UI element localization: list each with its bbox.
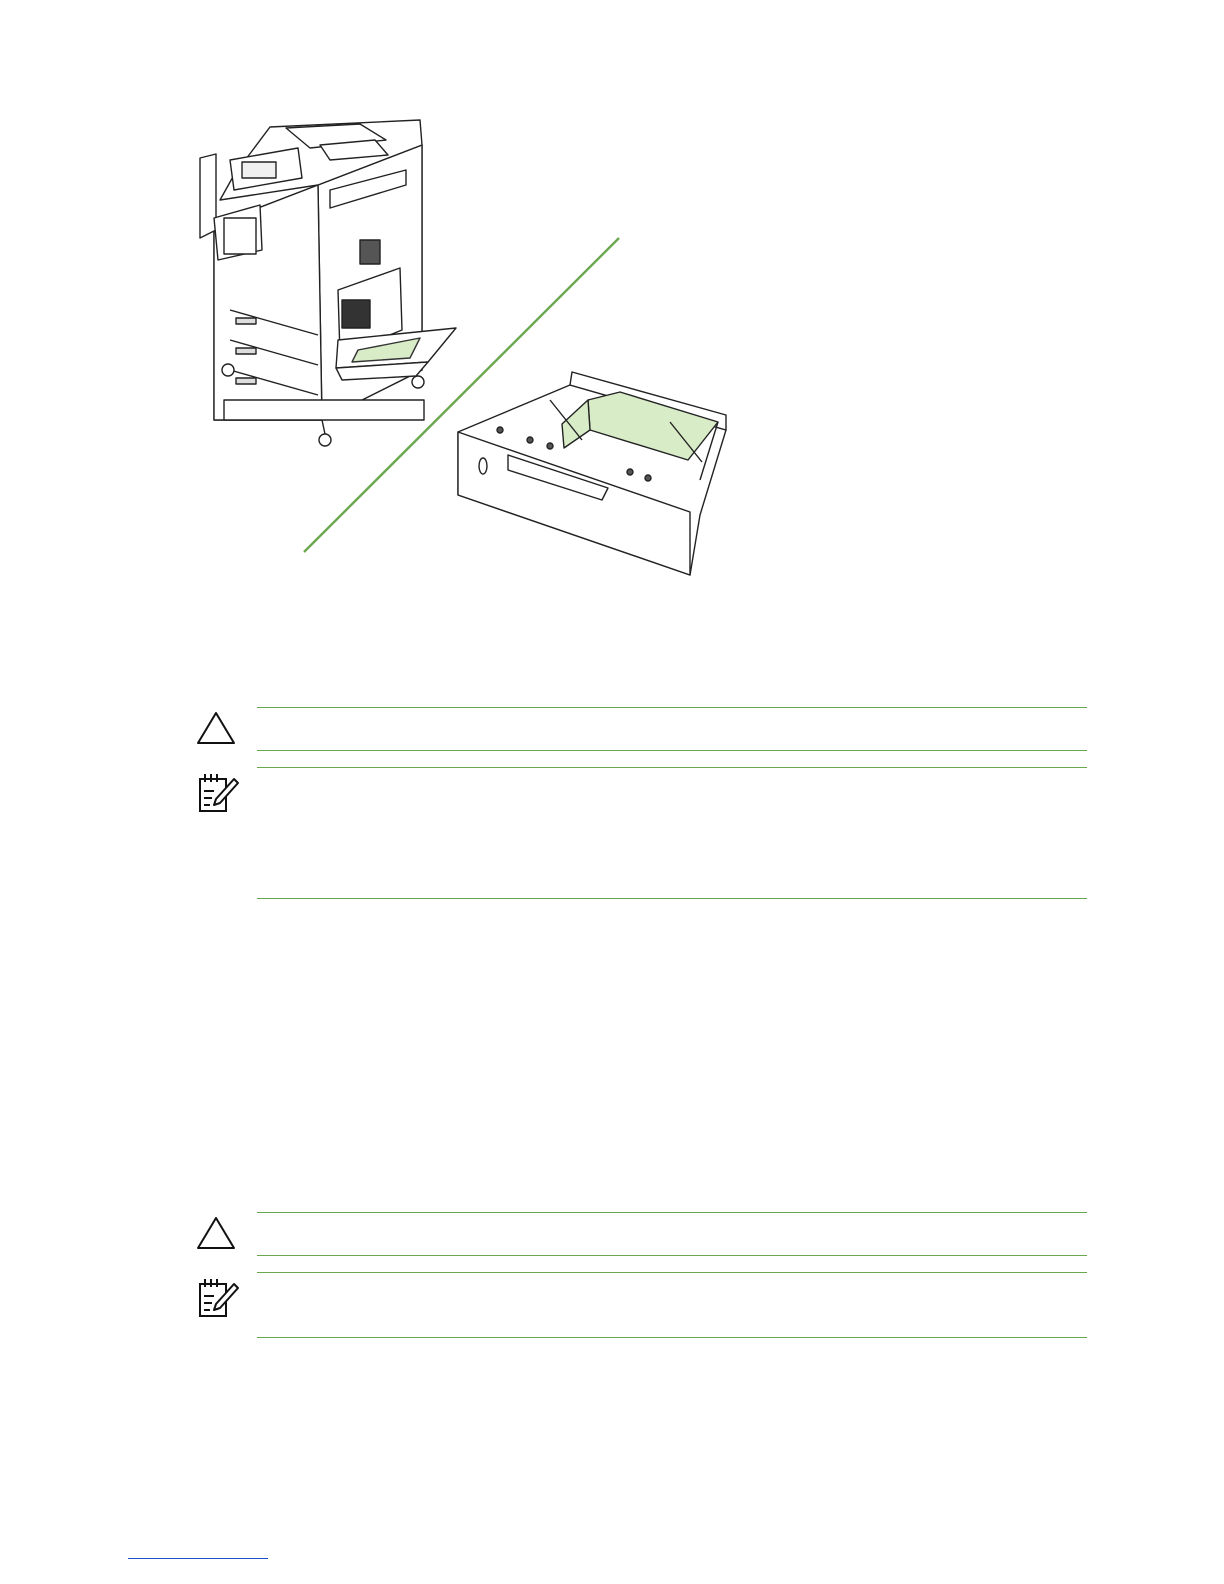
footer-link-rule — [128, 1558, 268, 1559]
notepad-icon — [194, 1276, 242, 1324]
printer-illustration — [200, 120, 456, 446]
note-notice — [190, 767, 1087, 899]
paper-tray-illustration — [458, 372, 726, 575]
printer-and-tray-illustration — [190, 100, 750, 590]
caution-box-2 — [257, 1212, 1087, 1256]
note-text-2 — [257, 1273, 1087, 1289]
caution-box — [257, 707, 1087, 751]
caution-notice — [190, 707, 1087, 751]
caution-text — [257, 708, 1087, 724]
note-notice-2 — [190, 1272, 1087, 1338]
caution-text-2 — [257, 1213, 1087, 1229]
illustration-figure — [190, 100, 750, 590]
warning-triangle-icon — [194, 709, 242, 757]
caution-notice-2 — [190, 1212, 1087, 1256]
note-box — [257, 767, 1087, 899]
note-box-2 — [257, 1272, 1087, 1338]
notepad-icon — [194, 771, 242, 819]
warning-triangle-icon — [194, 1214, 242, 1262]
note-text — [257, 768, 1087, 784]
